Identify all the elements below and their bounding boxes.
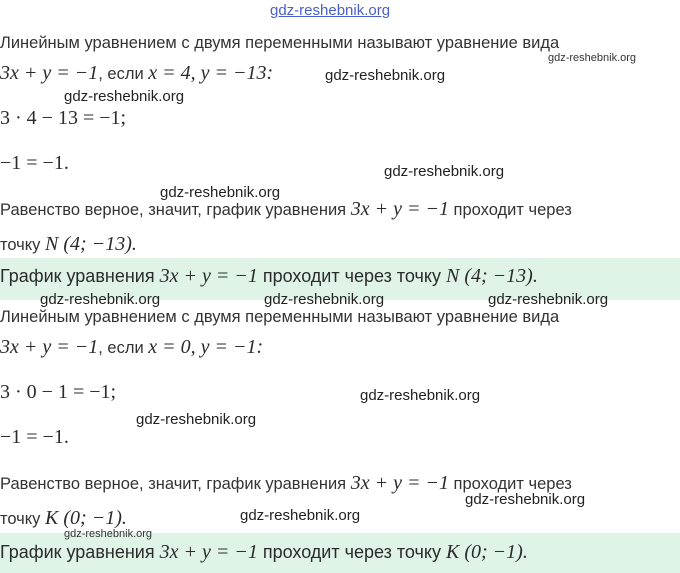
part2-answer [0, 541, 528, 564]
part2-conclusion-equation: 3x + y = −1 [350, 472, 449, 494]
watermark: gdz-reshebnik.org [64, 88, 185, 105]
part1-answer [0, 265, 538, 288]
part2-point: K (0; −1). [45, 507, 127, 529]
part1-step1: 3 · 4 − 13 = −1; [0, 107, 127, 129]
part1-answer-text-a: График уравнения [0, 266, 160, 286]
part2-point-prefix: точку [0, 510, 46, 528]
part2-condition-word: , если [98, 339, 149, 357]
part2-answer-equation: 3x + y = −1 [159, 541, 258, 563]
watermark: gdz-reshebnik.org [325, 67, 446, 84]
part2-point-line [0, 507, 127, 530]
part2-step2: −1 = −1. [0, 426, 69, 448]
site-header-link[interactable]: gdz-reshebnik.org [270, 2, 391, 19]
watermark: gdz-reshebnik.org [264, 291, 385, 308]
part2-answer-text-a: График уравнения [0, 542, 160, 562]
watermark: gdz-reshebnik.org [384, 163, 505, 180]
watermark: gdz-reshebnik.org [40, 291, 161, 308]
watermark: gdz-reshebnik.org [136, 411, 257, 428]
part1-point: N (4; −13). [45, 233, 137, 255]
part1-answer-point: N (4; −13). [446, 265, 538, 287]
part2-condition: x = 0, y = −1: [148, 336, 264, 358]
part1-condition: x = 4, y = −13: [148, 62, 274, 84]
part1-intro: Линейным уравнением с двумя переменными называют уравнение вида [0, 34, 560, 52]
part1-conclusion-text-b: проходит через [448, 201, 572, 219]
part1-equation: 3x + y = −1 [0, 62, 99, 84]
part1-conclusion-equation: 3x + y = −1 [350, 198, 449, 220]
part2-step1: 3 · 0 − 1 = −1; [0, 381, 117, 403]
part2-conclusion-text-b: проходит через [448, 475, 572, 493]
part1-conclusion-text-a: Равенство верное, значит, график уравнения [0, 201, 351, 219]
part1-equation-line [0, 62, 273, 85]
part2-equation: 3x + y = −1 [0, 336, 99, 358]
part2-answer-text-b: проходит через точку [257, 542, 446, 562]
part2-answer-point: K (0; −1). [446, 541, 528, 563]
part2-equation-line [0, 336, 263, 359]
part2-intro: Линейным уравнением с двумя переменными называют уравнение вида [0, 308, 560, 326]
watermark: gdz-reshebnik.org [488, 291, 609, 308]
part2-conclusion-text-a: Равенство верное, значит, график уравнения [0, 475, 351, 493]
watermark: gdz-reshebnik.org [465, 491, 586, 508]
watermark: gdz-reshebnik.org [548, 52, 637, 64]
part1-conclusion [0, 198, 572, 221]
watermark: gdz-reshebnik.org [160, 184, 281, 201]
part1-step2: −1 = −1. [0, 152, 69, 174]
part1-answer-equation: 3x + y = −1 [159, 265, 258, 287]
part1-answer-text-b: проходит через точку [257, 266, 446, 286]
part1-condition-word: , если [98, 65, 149, 83]
watermark: gdz-reshebnik.org [360, 387, 481, 404]
watermark: gdz-reshebnik.org [240, 507, 361, 524]
watermark: gdz-reshebnik.org [64, 528, 153, 540]
part1-point-line [0, 233, 137, 256]
part1-point-prefix: точку [0, 236, 46, 254]
